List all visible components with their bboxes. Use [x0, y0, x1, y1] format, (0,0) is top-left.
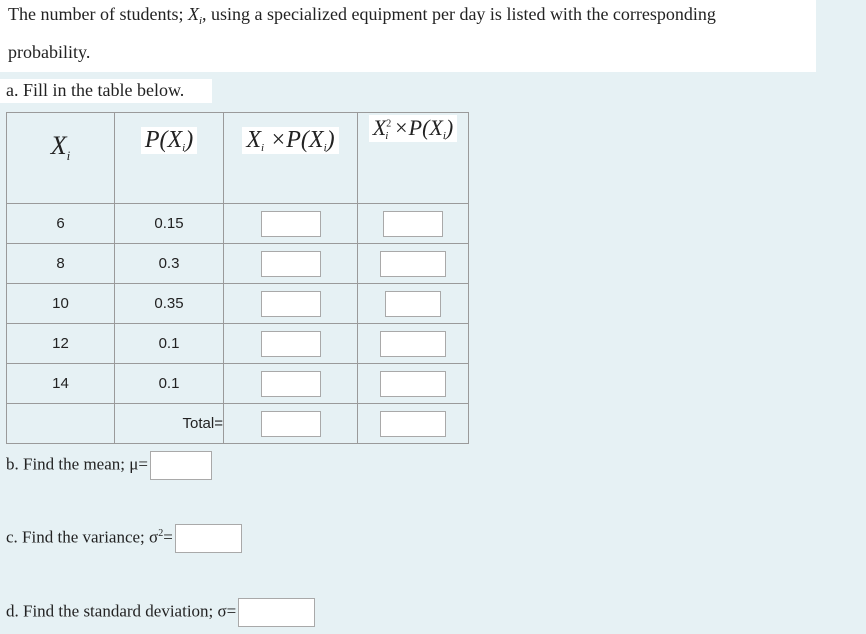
xp-total-cell: [224, 404, 358, 444]
header-p-sub: i: [182, 142, 186, 154]
header-p-text: P(X: [144, 127, 183, 153]
x2p-total-cell: [358, 404, 469, 444]
xp-answer-input[interactable]: [261, 371, 321, 397]
xp-answer-input[interactable]: [261, 211, 321, 237]
xp-answer-input[interactable]: [261, 291, 321, 317]
table-row: [7, 204, 469, 244]
table-row: [7, 324, 469, 364]
variance-sup: 2: [158, 527, 164, 539]
p-value: 0.15: [115, 204, 224, 244]
xp-answer-input[interactable]: [261, 331, 321, 357]
xp-total-input[interactable]: [261, 411, 321, 437]
xp-cell: [224, 324, 358, 364]
intro-var-x: X: [187, 4, 199, 24]
x2p-answer-input[interactable]: [380, 331, 446, 357]
variance-answer-input[interactable]: [175, 524, 242, 553]
x2p-cell: [358, 244, 469, 284]
header-xp: [224, 113, 358, 204]
header-p: [115, 113, 224, 204]
x2p-cell: [358, 204, 469, 244]
header-xp-x: X: [246, 127, 262, 153]
sd-answer-input[interactable]: [238, 598, 315, 627]
mean-label: b. Find the mean; μ=: [6, 454, 148, 474]
table-total-row: [7, 404, 469, 444]
header-xp-rest: ×P(X: [270, 127, 324, 153]
probability-table: [6, 112, 469, 444]
mean-answer-input[interactable]: [150, 451, 212, 480]
x2p-answer-input[interactable]: [380, 251, 446, 277]
variance-label: c. Find the variance; σ: [6, 527, 159, 547]
x-value: 14: [7, 364, 115, 404]
intro-var-sub: i: [198, 15, 203, 27]
part-a-label: a. Fill in the table below.: [6, 80, 185, 100]
xp-cell: [224, 204, 358, 244]
part-a-heading: [0, 79, 212, 103]
header-x2p-rest: ×P(X: [393, 115, 443, 140]
xp-cell: [224, 244, 358, 284]
intro-text-1: The number of students;: [8, 4, 188, 24]
header-p-close: ): [185, 127, 194, 153]
x2p-total-input[interactable]: [380, 411, 446, 437]
variance-eq: =: [163, 527, 173, 547]
empty-cell: [7, 404, 115, 444]
table-row: [7, 364, 469, 404]
header-x2p-sub: i: [385, 130, 389, 142]
header-xp-close: ): [326, 127, 335, 153]
x2p-cell: [358, 364, 469, 404]
x2p-cell: [358, 324, 469, 364]
header-x2p-sup: 2: [386, 118, 392, 130]
header-x2p-x: X: [372, 115, 387, 140]
sd-label: d. Find the standard deviation; σ=: [6, 601, 237, 621]
xp-cell: [224, 364, 358, 404]
header-xi: [7, 113, 115, 204]
header-x2p: [358, 113, 469, 204]
problem-line-1: [8, 4, 716, 27]
x2p-cell: [358, 284, 469, 324]
p-value: 0.35: [115, 284, 224, 324]
header-xp-sub: i: [261, 142, 265, 154]
problem-statement: [0, 0, 816, 72]
intro-text-2: , using a specialized equipment per day is listed with the corresponding: [202, 4, 716, 24]
p-value: 0.1: [115, 324, 224, 364]
table-header-row: [7, 113, 469, 204]
x-value: 6: [7, 204, 115, 244]
question-sd: [6, 598, 315, 627]
table-row: [7, 284, 469, 324]
header-x2p-sub2: i: [442, 130, 446, 142]
question-mean: [6, 451, 212, 480]
xp-answer-input[interactable]: [261, 251, 321, 277]
total-label: Total=: [115, 404, 224, 444]
x-value: 12: [7, 324, 115, 364]
question-variance: [6, 524, 242, 553]
x2p-answer-input[interactable]: [383, 211, 443, 237]
xp-cell: [224, 284, 358, 324]
p-value: 0.3: [115, 244, 224, 284]
header-xi-sub: i: [66, 148, 71, 163]
header-xi-var: X: [50, 131, 67, 160]
x2p-answer-input[interactable]: [385, 291, 441, 317]
x-value: 8: [7, 244, 115, 284]
problem-line-2: probability.: [8, 42, 91, 62]
x-value: 10: [7, 284, 115, 324]
header-x2p-close: ): [445, 115, 454, 140]
p-value: 0.1: [115, 364, 224, 404]
table-row: [7, 244, 469, 284]
header-xp-sub2: i: [323, 142, 327, 154]
x2p-answer-input[interactable]: [380, 371, 446, 397]
